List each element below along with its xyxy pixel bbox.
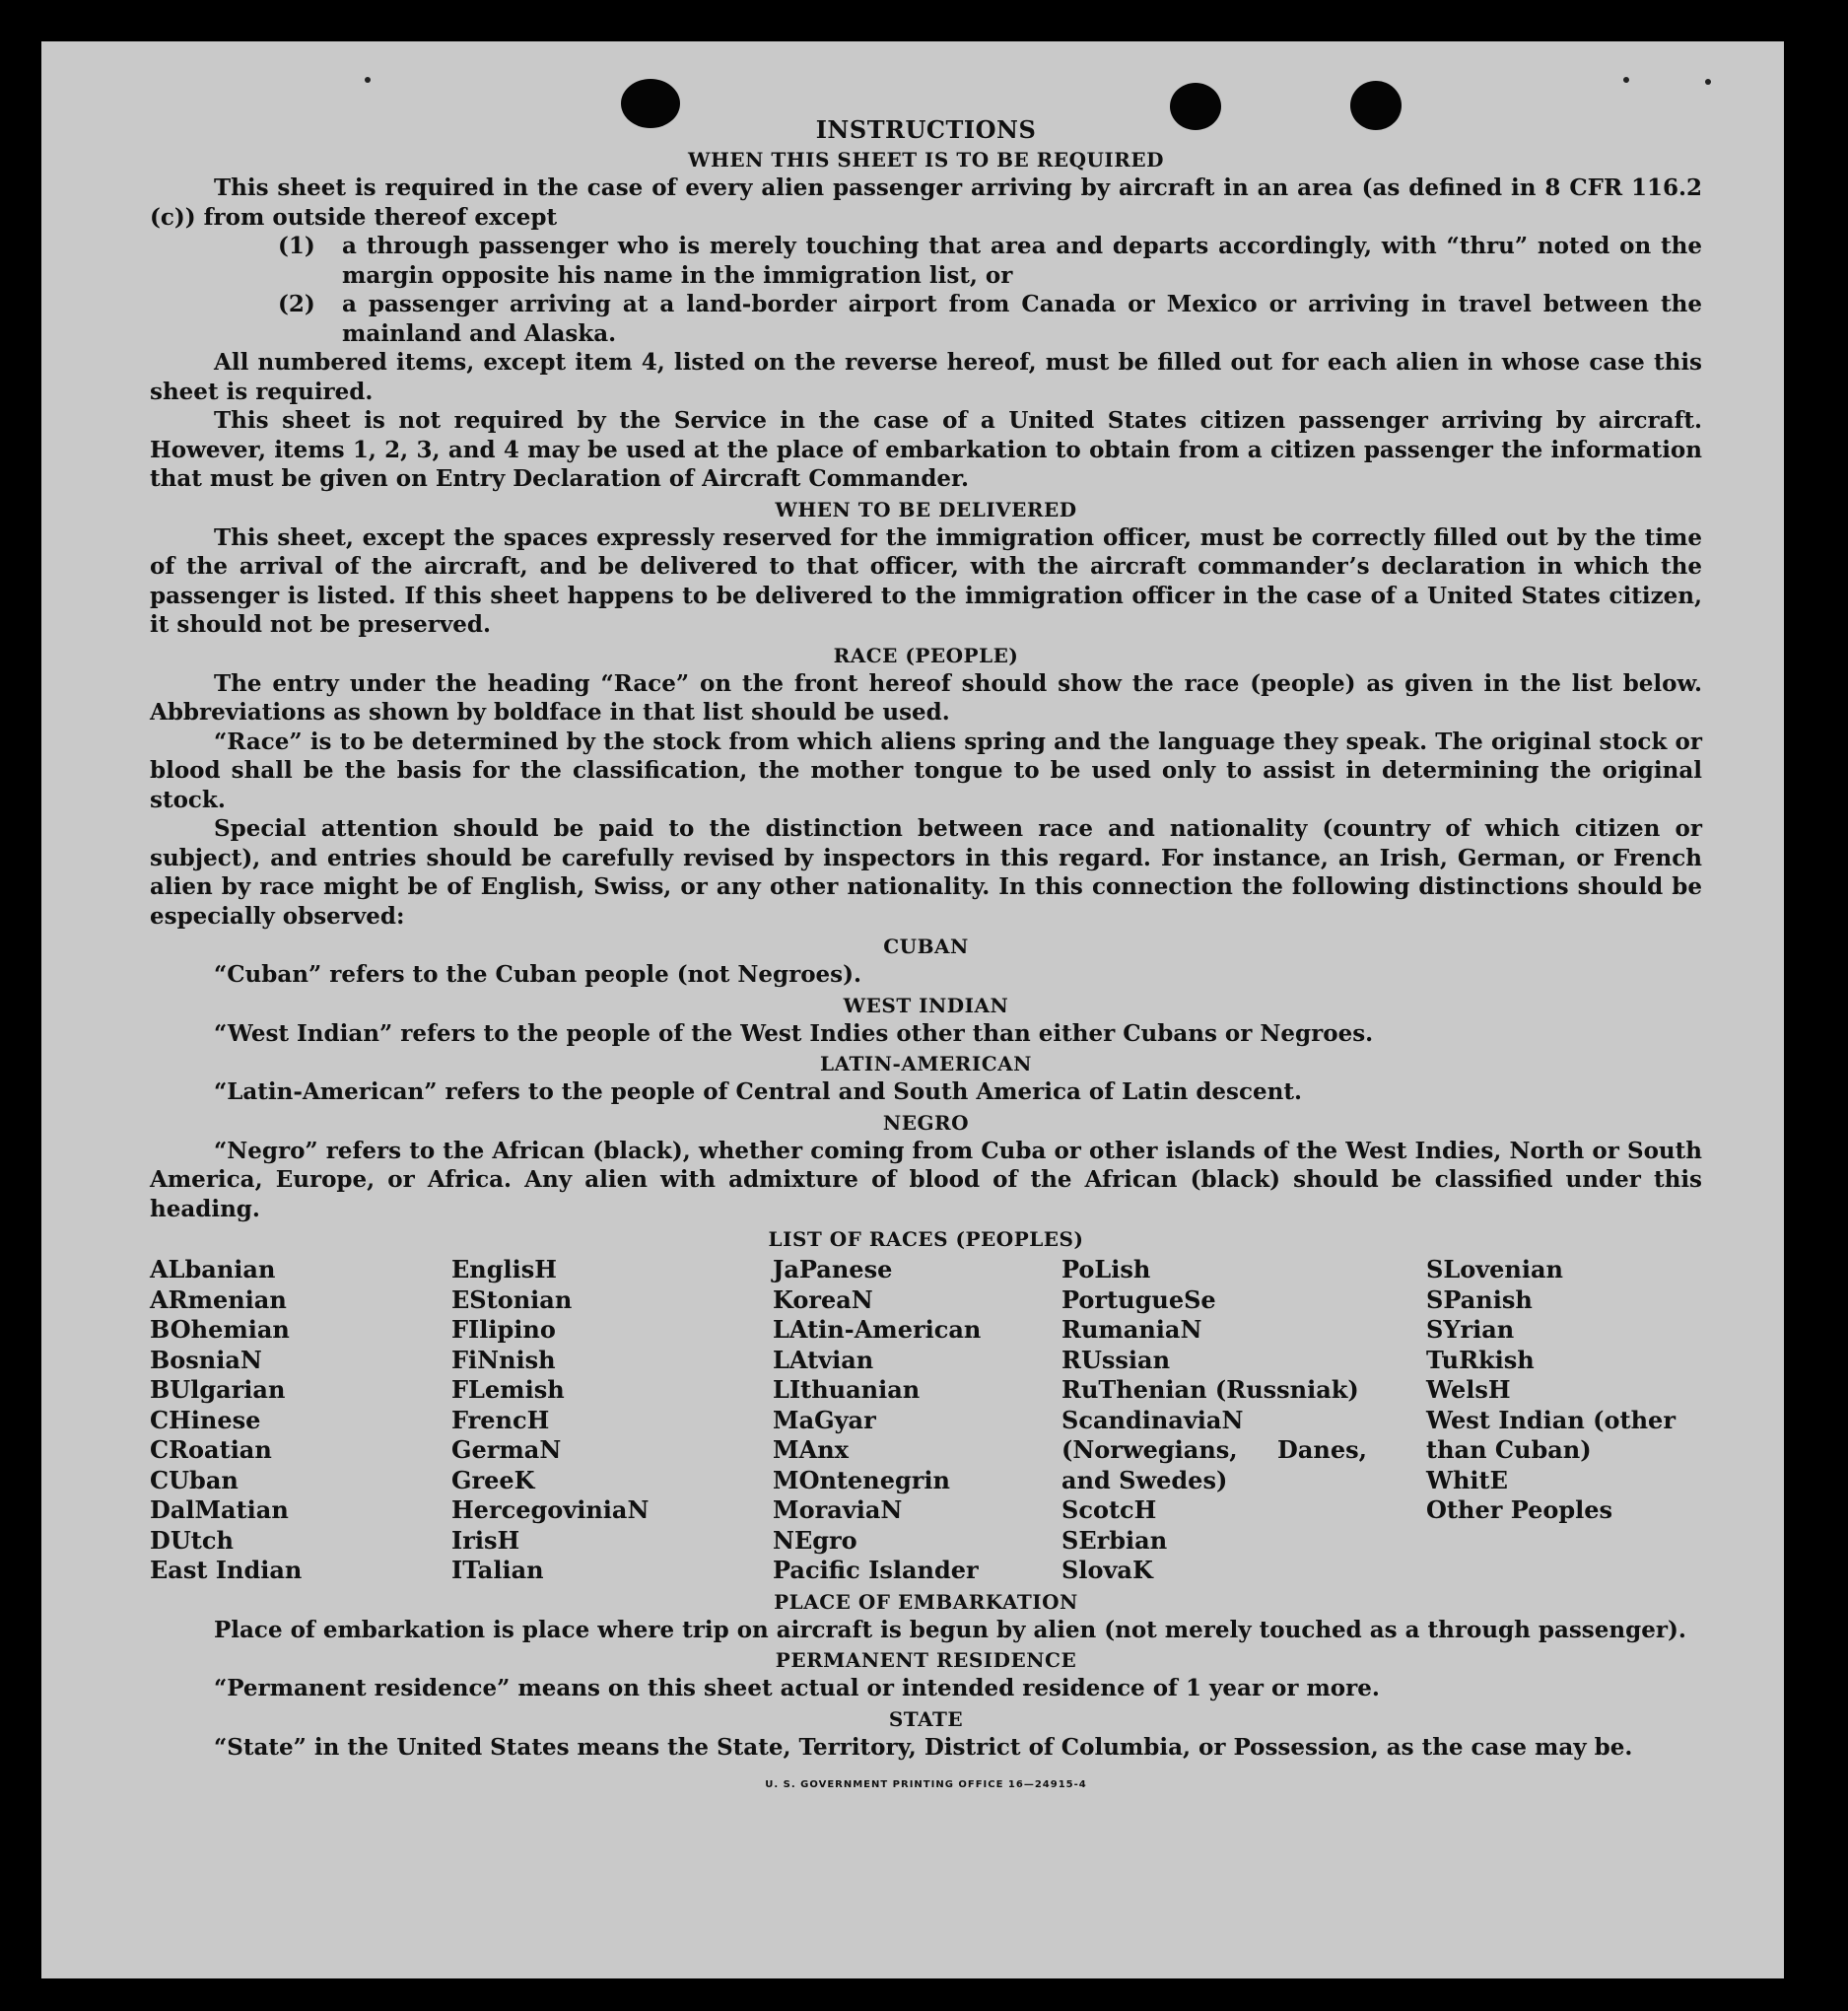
paragraph: This sheet is required in the case of every alien passenger arriving by aircraft in an area (as defined in 8 CFR 116.2 (c)) from outside thereof except [150,174,1702,231]
race-item: BOhemian [150,1315,290,1344]
race-item: SErbian [1061,1525,1168,1555]
race-item: West Indian (other than Cuban) [1426,1405,1676,1464]
race-item: DalMatian [150,1495,289,1524]
paragraph: Special attention should be paid to the distinction between race and nationality (country of which citizen or subject), and entries should be carefully revised by inspectors in this regard. For instance, an Irish, German, or French alien by race might be of English, Swiss, or any other nationality. In this connection the following distinctions should be especially observed: [150,815,1702,930]
item-text: a passenger arriving at a land-border airport from Canada or Mexico or arriving in travel between the mainland and Alaska. [342,291,1702,347]
instructions-content [150,115,1702,1790]
race-item: ARmenian [150,1284,287,1314]
section-heading: STATE [888,1706,964,1731]
race-item: CRoatian [150,1435,272,1464]
section-heading: LATIN-AMERICAN [820,1052,1032,1075]
section-heading: PERMANENT RESIDENCE [775,1648,1077,1672]
race-item: TuRkish [1426,1345,1535,1374]
race-item: PortugueSe [1061,1284,1216,1314]
race-item: SPanish [1426,1284,1533,1314]
speck [1623,77,1629,83]
race-item: MAnx [773,1435,849,1464]
race-item: RumaniaN [1061,1315,1202,1344]
race-item: Other Peoples [1426,1495,1613,1524]
race-item: NEgro [773,1525,857,1555]
race-item: RUssian [1061,1345,1171,1374]
race-item: SLovenian [1426,1255,1563,1283]
race-item: SYrian [1426,1315,1515,1344]
section-heading: NEGRO [882,1110,970,1135]
speck [1705,79,1711,85]
race-item: MaGyar [773,1405,876,1434]
page-title: INSTRUCTIONS [815,115,1037,144]
paragraph: The entry under the heading “Race” on the front hereof should show the race (people) as given in the list below. Abbreviations as shown by boldface in that list should be used. [150,669,1702,726]
race-item: GreeK [451,1465,535,1494]
race-item: ScotcH [1061,1495,1157,1524]
paragraph: Place of embarkation is place where trip on aircraft is begun by alien (not merely touched as a through passenger). [214,1616,1686,1643]
race-column [773,1255,1061,1586]
race-item: EStonian [451,1284,573,1314]
race-item: RuThenian (Russniak) [1061,1375,1359,1404]
race-item: FrencH [451,1405,550,1434]
paragraph: “Negro” refers to the African (black), whether coming from Cuba or other islands of the West Indies, North or South America, Europe, or Africa. Any alien with admixture of blood of the African (black) should be classified under this heading. [150,1137,1702,1222]
race-column [150,1255,451,1586]
race-item: CUban [150,1465,239,1494]
race-item: LAtvian [773,1345,874,1374]
race-list [150,1255,1702,1586]
race-item: KoreaN [773,1284,873,1314]
race-item: PoLish [1061,1255,1151,1283]
race-item: ScandinaviaN (Norwegians, Danes, and Swedes) [1061,1405,1367,1494]
race-item: BUlgarian [150,1375,286,1404]
race-item: LIthuanian [773,1375,921,1404]
paragraph: “Cuban” refers to the Cuban people (not Negroes). [214,961,862,988]
race-item: MoraviaN [773,1495,903,1524]
race-item: SlovaK [1061,1556,1153,1584]
section-heading: WHEN TO BE DELIVERED [775,497,1077,521]
race-item: FiNnish [451,1345,556,1374]
race-item: IrisH [451,1525,520,1555]
section-heading: PLACE OF EMBARKATION [774,1589,1078,1614]
race-item: Pacific Islander [773,1556,979,1584]
section-heading: WHEN THIS SHEET IS TO BE REQUIRED [688,148,1164,172]
race-item: EnglisH [451,1255,557,1283]
printer-footer: U. S. GOVERNMENT PRINTING OFFICE 16—24915-4 [765,1779,1087,1790]
race-item: HercegoviniaN [451,1495,650,1524]
race-column [451,1255,773,1586]
paragraph: This sheet, except the spaces expressly reserved for the immigration officer, must be correctly filled out by the time of the arrival of the aircraft, and be delivered to that officer, with the aircraft commander’s declaration in which the passenger is listed. If this sheet happens to be delivered to the immigration officer in the case of a United States citizen, it should not be preserved. [150,523,1702,638]
paragraph: “Latin-American” refers to the people of Central and South America of Latin descent. [214,1078,1302,1105]
race-item: JaPanese [773,1255,893,1283]
paragraph: “State” in the United States means the State, Territory, District of Columbia, or Possession, as the case may be. [214,1733,1633,1761]
section-heading: RACE (PEOPLE) [833,643,1019,667]
document-sheet [41,41,1784,1978]
race-item: BosniaN [150,1345,262,1374]
section-heading: LIST OF RACES (PEOPLES) [768,1227,1084,1251]
race-item: WhitE [1426,1465,1508,1494]
race-item: ITalian [451,1556,544,1584]
item-number: (1) [278,233,315,259]
paragraph: All numbered items, except item 4, listed on the reverse hereof, must be filled out for each alien in whose case this sheet is required. [150,349,1702,405]
item-text: a through passenger who is merely touching that area and departs accordingly, with “thru” noted on the margin opposite his name in the immigration list, or [342,233,1702,289]
race-item: GermaN [451,1435,562,1464]
paragraph: This sheet is not required by the Service in the case of a United States citizen passenger arriving by aircraft. However, items 1, 2, 3, and 4 may be used at the place of embarkation to obtain from a citizen passenger the information that must be given on Entry Declaration of Aircraft Commander. [150,407,1702,492]
race-item: ALbanian [150,1255,276,1283]
speck [365,77,371,83]
race-item: FLemish [451,1375,565,1404]
race-item: FIlipino [451,1315,556,1344]
paragraph: “Permanent residence” means on this sheet actual or intended residence of 1 year or more. [214,1675,1380,1701]
paragraph: “West Indian” refers to the people of the West Indies other than either Cubans or Negroes. [214,1019,1374,1047]
race-column [1061,1255,1426,1586]
paragraph: “Race” is to be determined by the stock from which aliens spring and the language they speak. The original stock or blood shall be the basis for the classification, the mother tongue to be used only to assist in determining the original stock. [150,728,1702,813]
list-item [150,232,1702,290]
race-column [1426,1255,1692,1586]
race-item: DUtch [150,1525,234,1555]
item-number: (2) [278,291,315,317]
race-item: WelsH [1426,1375,1511,1404]
section-heading: CUBAN [883,935,969,958]
section-heading: WEST INDIAN [843,993,1009,1017]
list-item [150,290,1702,348]
race-item: MOntenegrin [773,1465,950,1494]
race-item: LAtin-American [773,1315,982,1344]
race-item: East Indian [150,1556,303,1584]
race-item: CHinese [150,1405,261,1434]
